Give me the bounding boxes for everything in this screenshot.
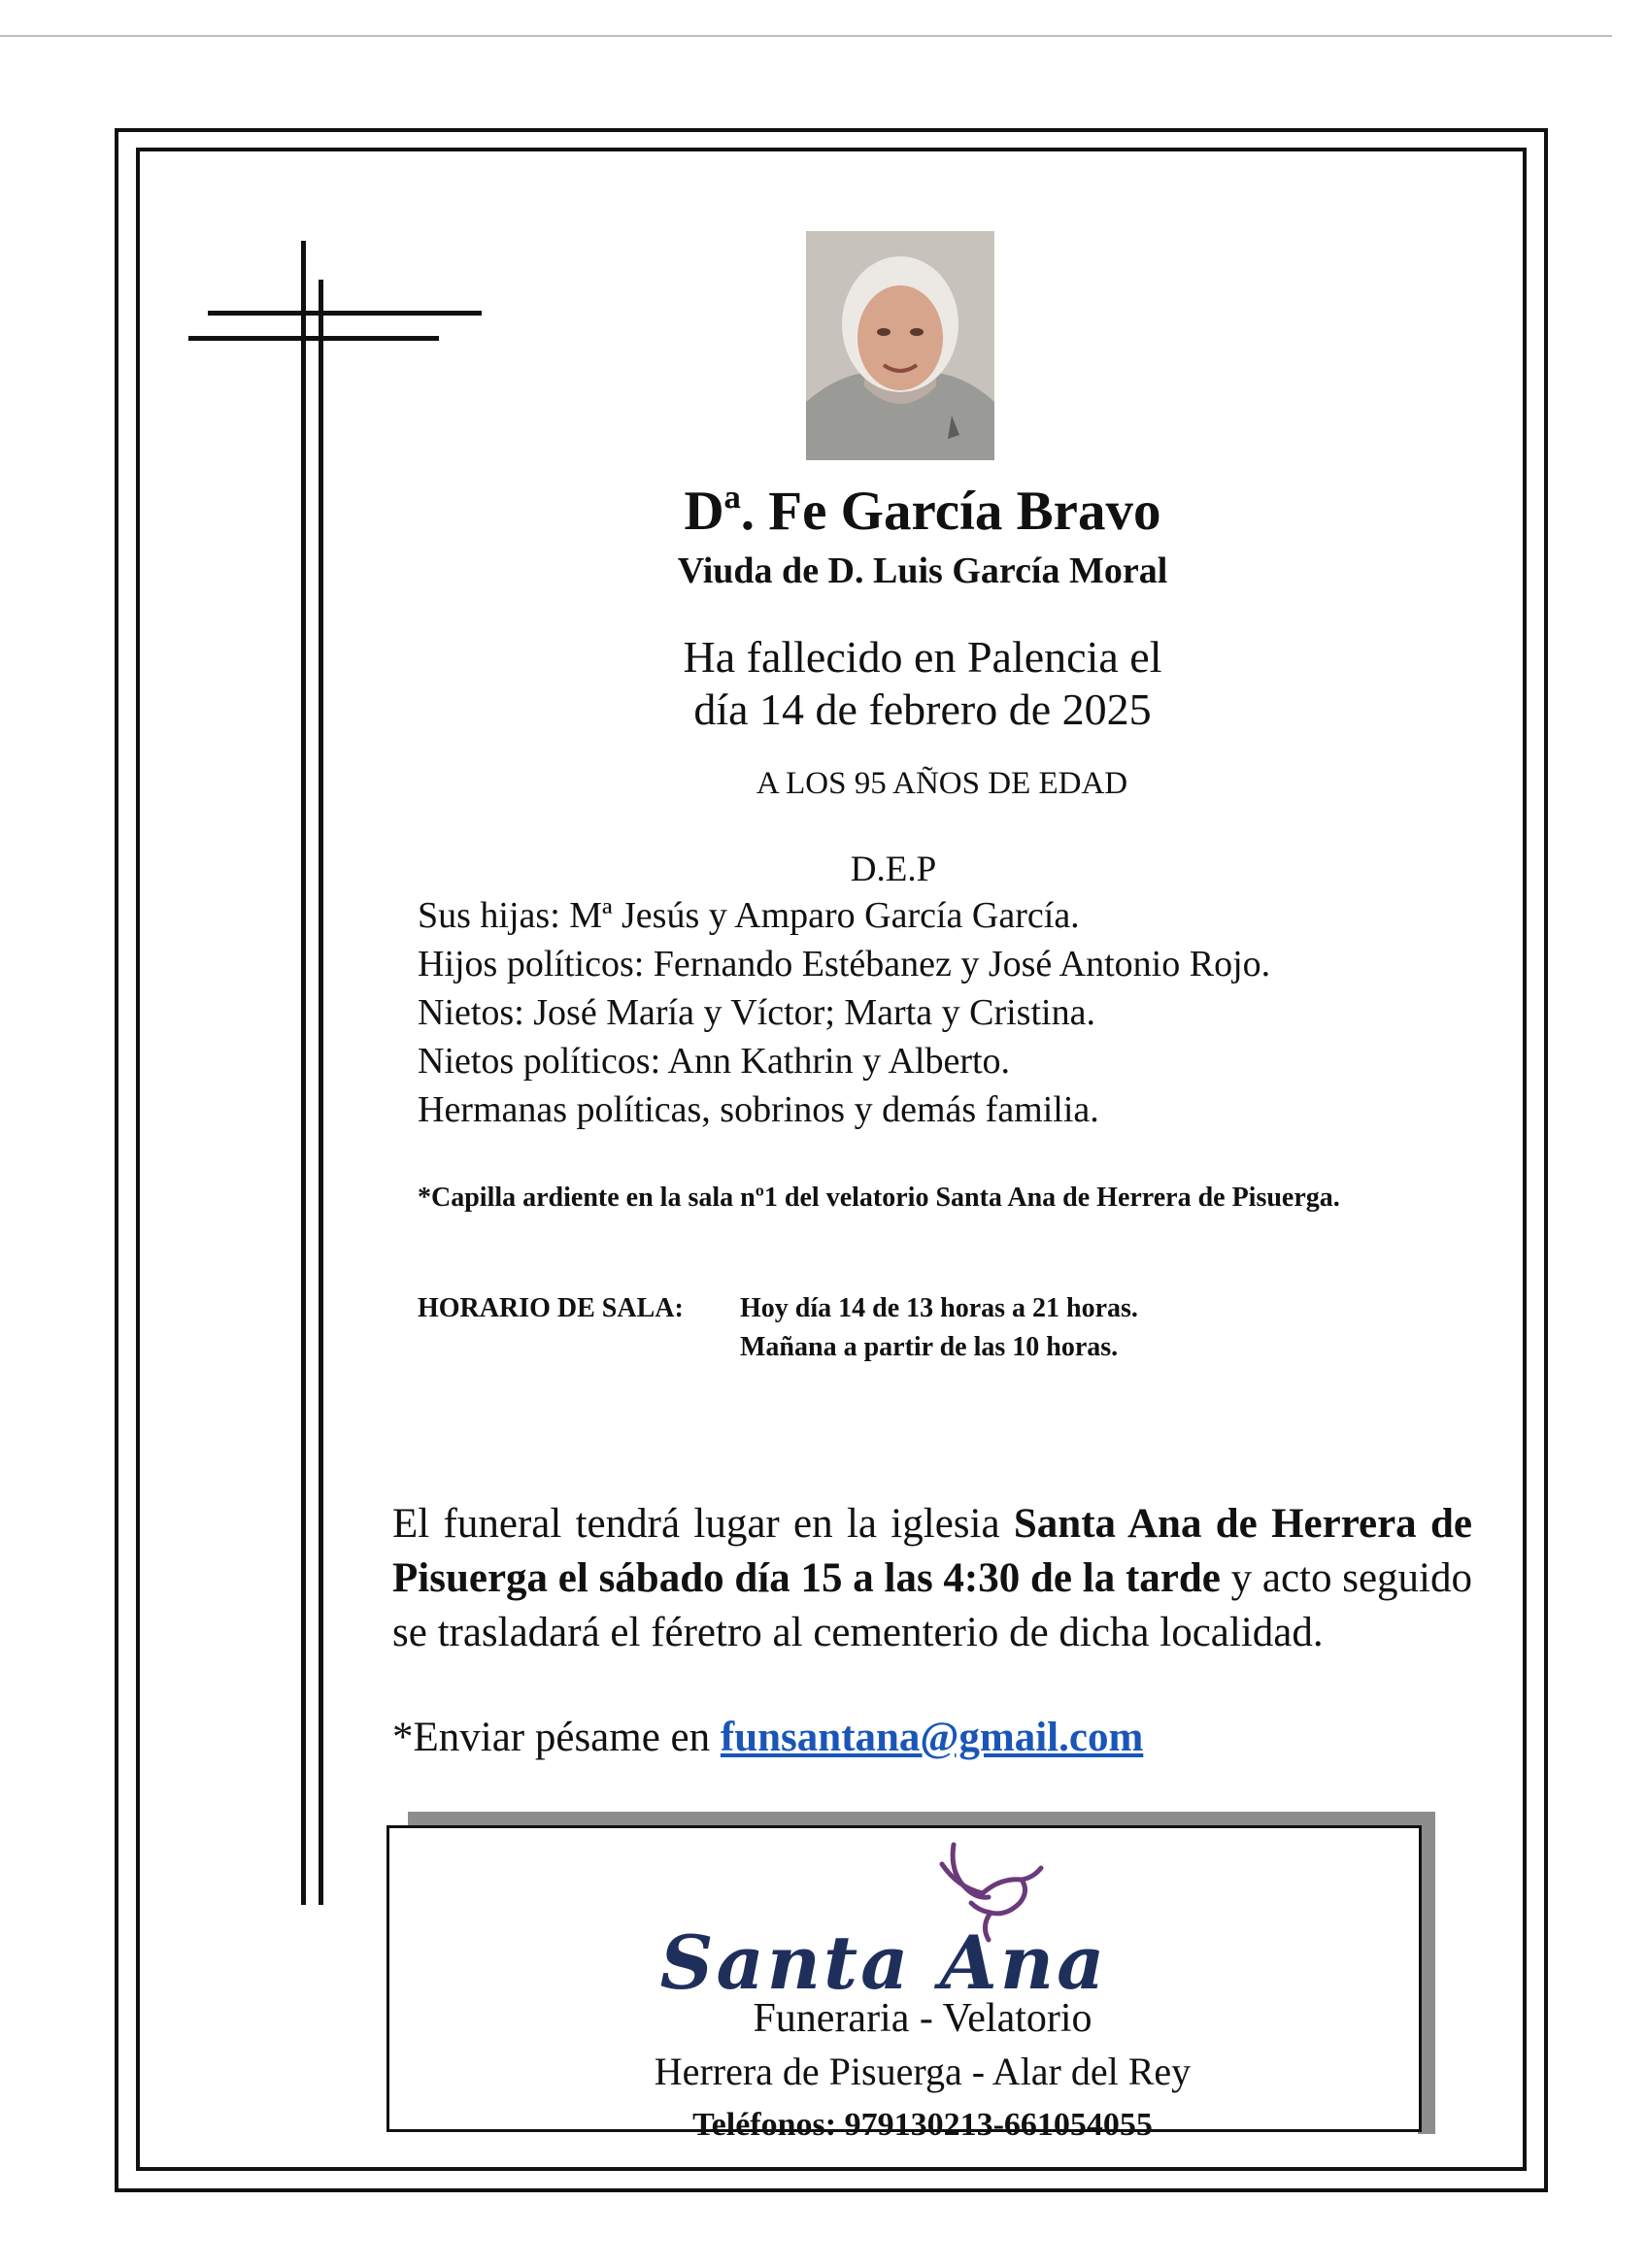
schedule-today: Hoy día 14 de 13 horas a 21 horas. <box>740 1293 1138 1323</box>
funeral-home-phones: Teléfonos: 979130213-661054055 <box>692 2107 1153 2143</box>
deceased-name: Dª. Fe García Bravo <box>684 481 1161 542</box>
chapel-notice: *Capilla ardiente en la sala nº1 del velatorio Santa Ana de Herrera de Pisuerga. <box>418 1183 1340 1213</box>
family-grandchildren-in-law: Nietos políticos: Ann Kathrin y Alberto. <box>418 1041 1011 1082</box>
scan-top-line <box>0 35 1612 37</box>
funeral-rest: y acto seguido se trasladará el féretro al cementerio de dicha localidad. <box>392 1555 1472 1655</box>
funeral-intro: El funeral tendrá lugar en la iglesia <box>392 1501 1014 1547</box>
family-others: Hermanas políticas, sobrinos y demás familia. <box>418 1089 1099 1130</box>
schedule-tomorrow: Mañana a partir de las 10 horas. <box>740 1332 1119 1362</box>
family-grandchildren: Nietos: José María y Víctor; Marta y Cristina. <box>418 992 1095 1033</box>
funeral-place-time: Santa Ana de Herrera de Pisuerga el sábado día 15 a las 4:30 de la tarde <box>392 1501 1472 1601</box>
family-sons-in-law: Hijos políticos: Fernando Estébanez y José Antonio Rojo. <box>418 944 1271 984</box>
family-list <box>418 891 1486 1134</box>
funeral-home-subtitle: Funeraria - Velatorio <box>753 1996 1092 2041</box>
condolence-text: *Enviar pésame en <box>392 1715 721 1760</box>
funeral-home-logo: Santa Ana <box>659 1919 1108 2006</box>
condolence-line <box>392 1711 1472 1765</box>
age-at-death: A LOS 95 AÑOS DE EDAD <box>756 766 1128 801</box>
widow-of: Viuda de D. Luis García Moral <box>677 550 1168 591</box>
email-link[interactable]: funsantana@gmail.com <box>720 1715 1144 1760</box>
schedule-values <box>740 1289 1138 1367</box>
death-place-line: Ha fallecido en Palencia el <box>683 632 1162 682</box>
portrait-photo <box>806 231 994 460</box>
schedule-label: HORARIO DE SALA: <box>418 1293 684 1323</box>
family-daughters: Sus hijas: Mª Jesús y Amparo García García. <box>418 895 1080 936</box>
funeral-home-places: Herrera de Pisuerga - Alar del Rey <box>654 2050 1192 2093</box>
death-notice <box>544 631 1301 736</box>
death-date-line: día 14 de febrero de 2025 <box>693 684 1152 734</box>
room-schedule <box>418 1289 1138 1367</box>
dep-line: D.E.P <box>850 850 937 889</box>
funeral-details <box>392 1497 1472 1660</box>
